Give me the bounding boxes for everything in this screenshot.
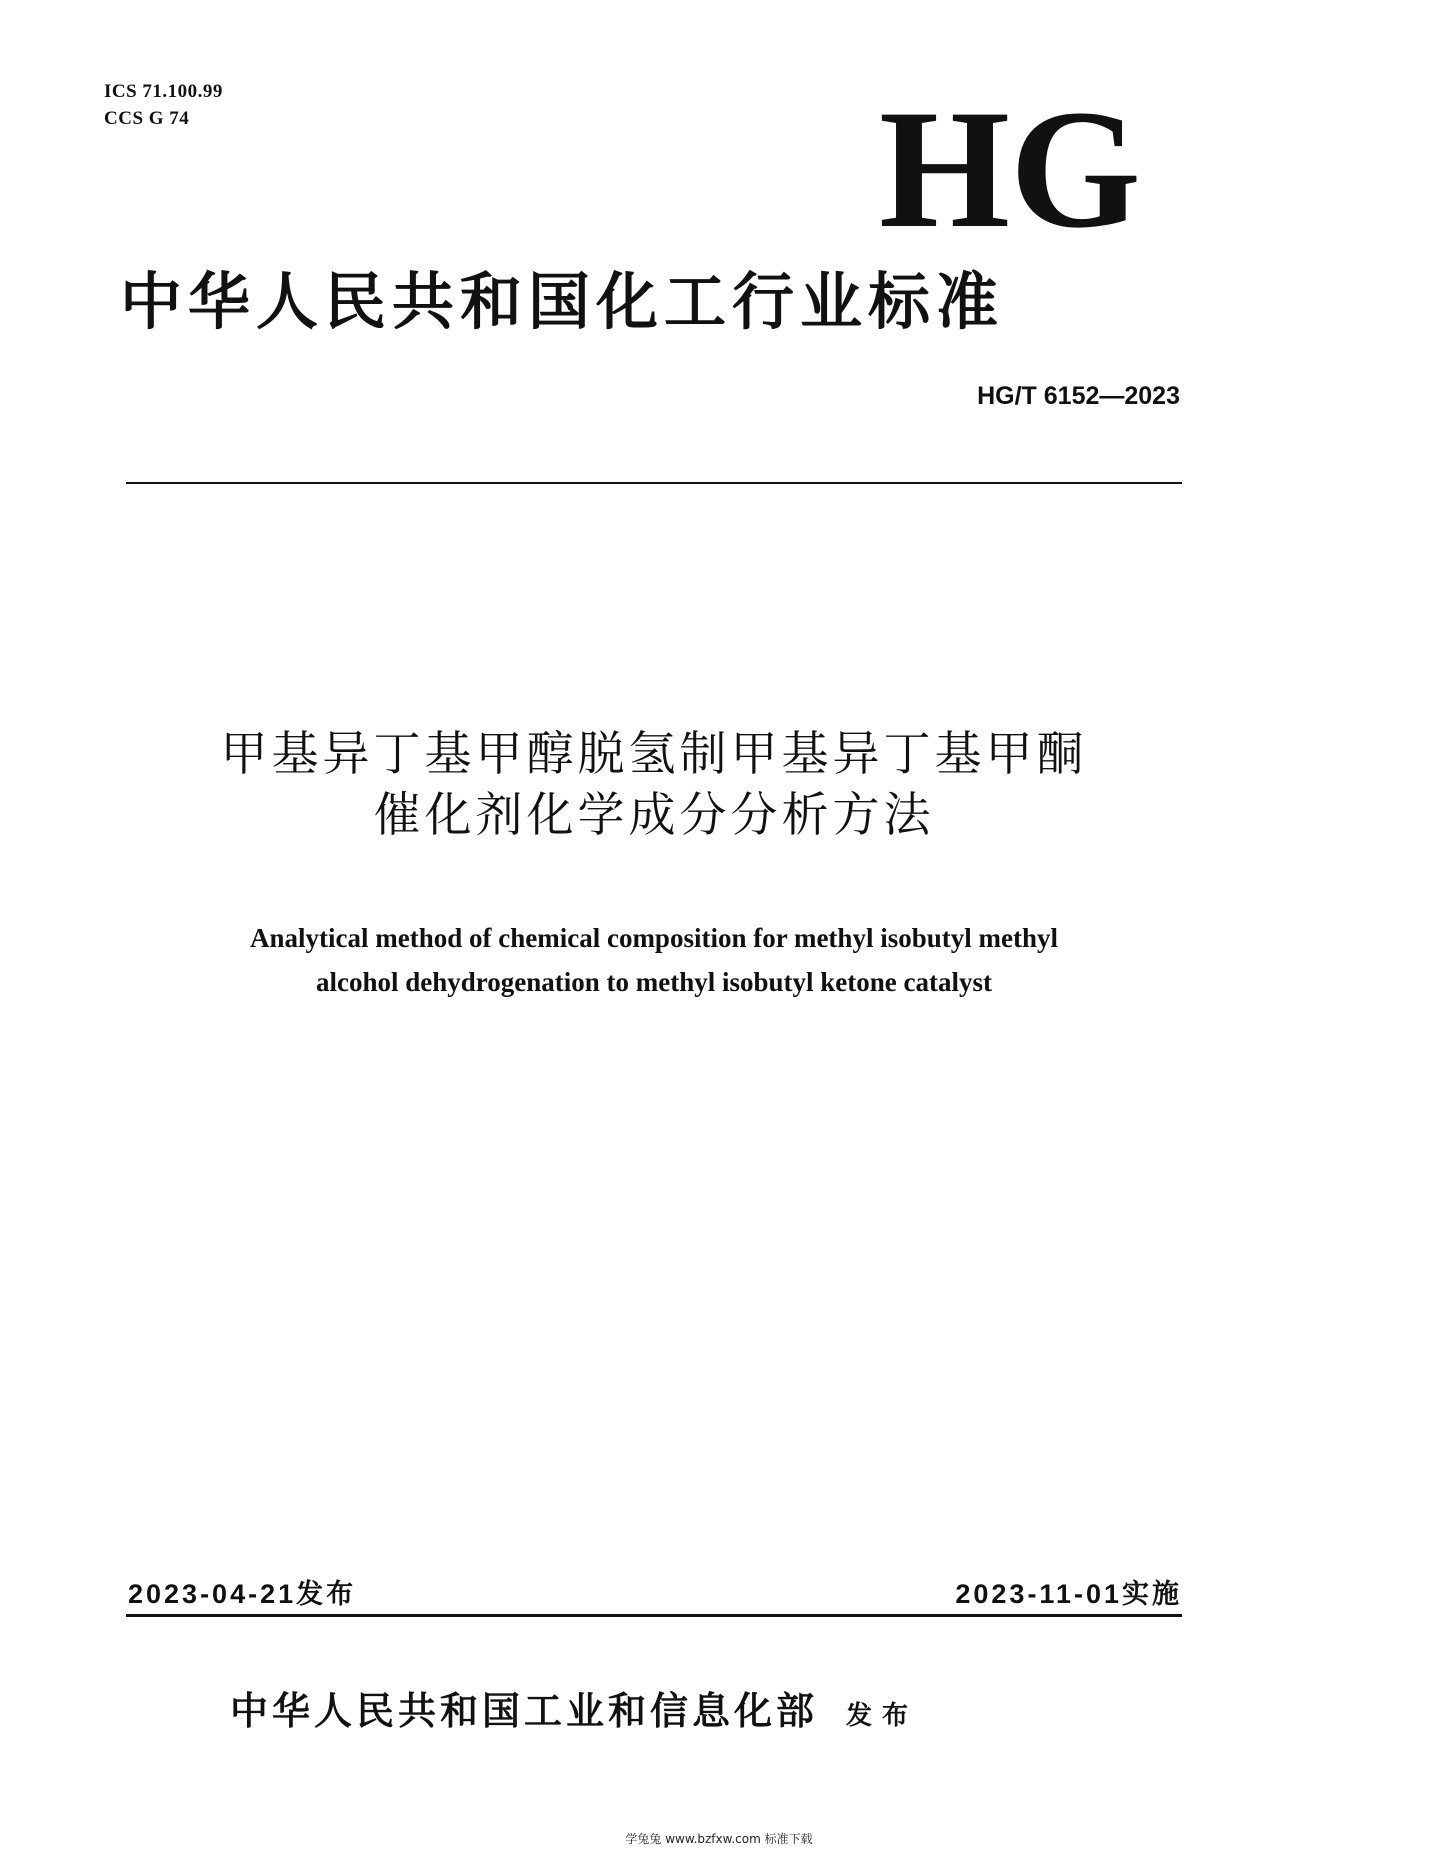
effective-date-label: 实施 [1122, 1579, 1182, 1609]
standard-number: HG/T 6152—2023 [977, 382, 1180, 410]
classification-codes [104, 78, 223, 132]
publish-date-label: 发布 [296, 1579, 357, 1609]
hg-logo [860, 78, 1160, 248]
english-title-line-1: Analytical method of chemical composition for methyl isobutyl methyl [250, 923, 1058, 953]
english-title [126, 916, 1182, 1004]
effective-date [800, 1572, 1182, 1611]
ics-code: ICS 71.100.99 [104, 81, 223, 102]
publish-date [128, 1572, 356, 1611]
footer-watermark: 学兔兔 www.bzfxw.com 标准下载 [625, 1832, 813, 1846]
bottom-divider [126, 1614, 1182, 1617]
publish-date-value: 2023-04-21 [128, 1579, 297, 1609]
hg-logo-text: HG [879, 78, 1141, 248]
top-divider [126, 482, 1182, 484]
effective-date-value: 2023-11-01 [955, 1579, 1122, 1609]
chinese-title [126, 724, 1182, 846]
ccs-code: CCS G 74 [104, 108, 190, 129]
issuer [230, 1680, 918, 1735]
chinese-title-line-2: 催化剂化学成分分析方法 [373, 788, 935, 843]
english-title-line-2: alcohol dehydrogenation to methyl isobutyl ketone catalyst [315, 967, 992, 997]
standard-category-title: 中华人民共和国化工行业标准 [120, 265, 1005, 338]
issuer-verb: 发布 [846, 1701, 919, 1731]
issuer-name: 中华人民共和国工业和信息化部 [230, 1689, 819, 1733]
chinese-title-line-1: 甲基异丁基甲醇脱氢制甲基异丁基甲酮 [220, 727, 1088, 782]
